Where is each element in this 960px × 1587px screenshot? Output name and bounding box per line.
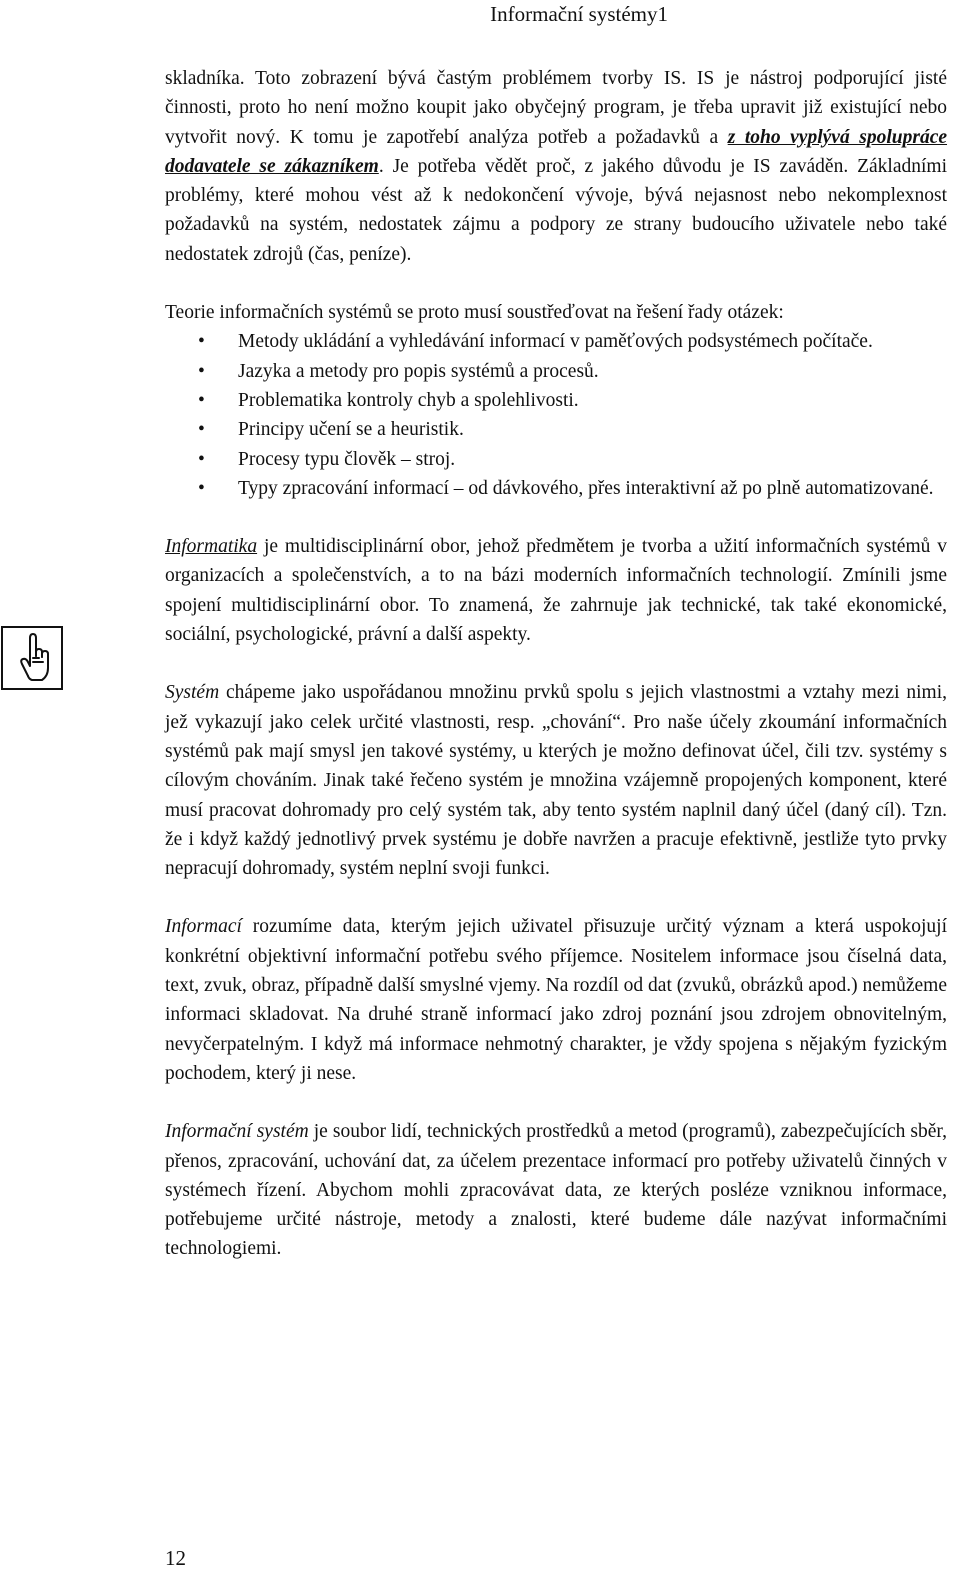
paragraph-2-intro: Teorie informačních systémů se proto musí soustřeďovat na řešení řady otázek: [165,302,784,324]
list-item: • Metody ukládání a vyhledávání informací v paměťových podsystémech počítače. [198,331,873,353]
list-item: • Problematika kontroly chyb a spolehlivosti. [198,389,579,411]
term-informacni-system: Informační systém [165,1121,309,1143]
list-item: • Principy učení se a heuristik. [198,419,464,441]
list-item: • Jazyka a metody pro popis systémů a procesů. [198,360,599,382]
term-informatika: Informatika [165,536,258,558]
pointing-hand-icon [1,626,63,690]
paragraph-system: Systém chápeme jako uspořádanou množinu prvků spolu s jejich vlastnostmi a vztahy mezi nimi, jež vykazují jako celek určité vlastnosti, resp. „chování“. Pro naše účely zkoumání informačních systémů pak mají smysl jen takové systémy, u kterých je možno definovat účel, čili tzv. systémy s cílovým chováním. Jinak také řečeno systém je množina vzájemně propojených komponent, které musí pracovat dohromady pro celý systém tak, aby tento systém naplnil daný účel (daný cíl). Tzn. že i když každý jednotlivý prvek systému je dobře navržen a pracuje efektivně, jestliže tyto prvky nepracují dohromady, systém neplní svoji funkci. [165,682,947,880]
term-system: Systém [165,682,220,704]
emphasis-text: z toho vyplývá spolupráce dodavatele se zákazníkem [165,126,948,177]
term-informace: Informací [165,916,242,938]
document-body [165,64,947,1264]
paragraph-informace: Informací rozumíme data, kterým jejich uživatel přisuzuje určitý význam a která uspokojují konkrétní objektivní informační potřebu svého příjemce. Nositelem informace jsou číselná data, text, zvuk, obraz, případně další smyslné vjemy. Na rozdíl od dat (zvuků, obrázků apod.) nemůžeme informaci skladovat. Na druhé straně informací jako zdroj poznání jsou zdrojem obnovitelným, nevyčerpatelným. I když má informace nehmotný charakter, je vždy spojena s nějakým fyzickým pochodem, který ji nese. [165,916,947,1084]
paragraph-informatika: Informatika je multidisciplinární obor, jehož předmětem je tvorba a užití informačních systémů v organizacích a společenstvích, a to na bázi moderních informačních technologií. Zmínili jsme spojení multidisciplinární obor. To znamená, že zahrnuje jak technické, tak také ekonomické, sociální, psychologické, právní a další aspekty. [165,536,947,646]
paragraph-informacni-system: Informační systém je soubor lidí, technických prostředků a metod (programů), zabezpečujících sběr, přenos, zpracování, uchování dat, za účelem prezentace informací pro potřeby uživatelů činných v systémech řízení. Abychom mohli zpracovávat data, ze kterých posléze vzniknou informace, potřebujeme určité nástroje, metody a znalosti, které budeme dále nazývat informačními technologiemi. [165,1121,947,1260]
list-item: • Procesy typu člověk – stroj. [198,448,456,470]
list-item: • Typy zpracování informací – od dávkového, přes interaktivní až po plně automatizované. [198,477,934,499]
topics-list [165,327,947,503]
paragraph-1: skladníka. Toto zobrazení bývá častým problémem tvorby IS. IS je nástroj podporující jisté činnosti, proto ho není možno koupit jako obyčejný program, je třeba upravit již existující nebo vytvořit nový. K tomu je zapotřebí analýza potřeb a požadavků a z toho vyplývá spolupráce dodavatele se zákazníkem. Je potřeba vědět proč, z jakého důvodu je IS zaváděn. Základními problémy, které mohou vést až k nedokončení vývoje, bývá nejasnost nebo nekomplexnost požadavků na systém, nedostatek zájmu a podpory ze strany budoucího uživatele nebo také nedostatek zdrojů (čas, peníze). [165,68,948,265]
running-header: Informační systémy1 [490,2,668,26]
page-number: 12 [165,1546,186,1570]
